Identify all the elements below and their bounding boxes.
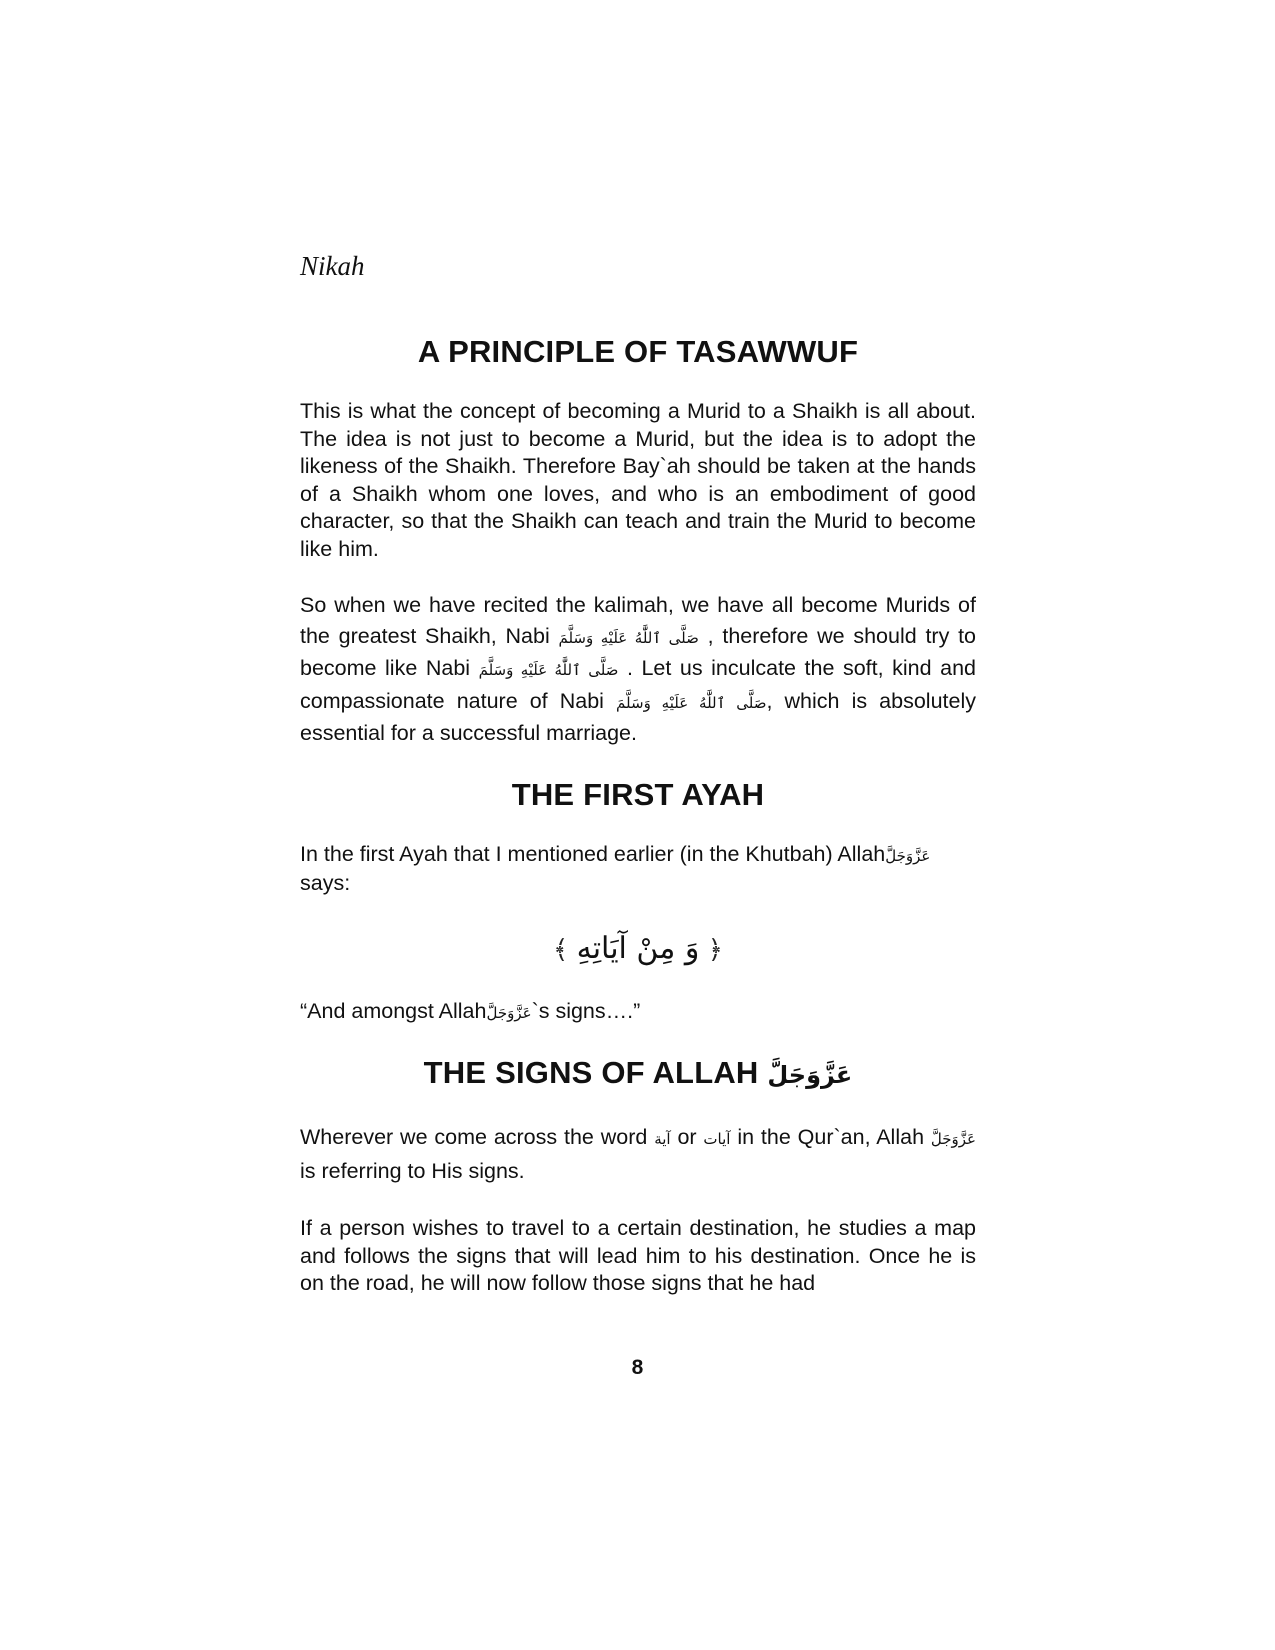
azza-wa-jal-arabic: عَزَّوَجَلَّ [486, 1003, 532, 1022]
azza-wa-jal-arabic: عَزَّوَجَلَّ [885, 846, 931, 865]
page-number: 8 [631, 1356, 644, 1379]
azza-wa-jal-arabic: عَزَّوَجَلَّ [930, 1130, 976, 1149]
ornate-bracket-close: ﴿ [707, 933, 723, 964]
text-segment: is referring to His signs. [300, 1159, 525, 1184]
text-segment: , which is absolutely essential for a successful marriage. [300, 688, 976, 746]
paragraph-ayah-word [300, 1121, 976, 1187]
paragraph-first-ayah [300, 841, 976, 898]
salawat-arabic: صَلَّى ٱللَّٰهُ عَلَيْهِ وَسَلَّمَ [558, 628, 699, 647]
running-header: Nikah [300, 251, 365, 281]
text-segment: `s signs….” [531, 998, 641, 1023]
text-segment: So when we have recited the kalimah, we have all become Murids of the greatest Shaikh, Nabi [300, 593, 976, 648]
ornate-bracket-open: ﴾ [553, 933, 569, 964]
azza-wa-jal-arabic: عَزَّوَجَلَّ [767, 1061, 853, 1090]
heading-first-ayah: THE FIRST AYAH [511, 776, 765, 812]
ayah-quote-arabic [300, 928, 976, 970]
ayah-translation [300, 998, 976, 1028]
ayaat-word-arabic: آيات [703, 1130, 731, 1149]
heading-signs-of-allah [300, 1055, 976, 1091]
text-segment: “And amongst Allah [300, 998, 487, 1023]
text-segment: In the first Ayah that I mentioned earlier (in the Khutbah) Allah [300, 841, 886, 866]
text-segment: , therefore we should try to become like Nabi [300, 623, 976, 681]
salawat-arabic: صَلَّى ٱللَّٰهُ عَلَيْهِ وَسَلَّمَ [616, 693, 767, 712]
text-segment: says: [300, 871, 351, 896]
text-segment: . Let us inculcate the soft, kind and compassionate nature of Nabi [300, 656, 976, 713]
heading-principle-of-tasawwuf: A PRINCIPLE OF TASAWWUF [417, 334, 859, 370]
salawat-arabic: صَلَّى ٱللَّٰهُ عَلَيْهِ وَسَلَّمَ [478, 661, 619, 680]
text-segment: Wherever we come across the word [300, 1125, 655, 1150]
page-content [300, 250, 976, 1298]
paragraph-murid-concept: This is what the concept of becoming a Murid to a Shaikh is all about. The idea is not just to become a Murid, but the idea is to adopt the likeness of the Shaikh. Therefore Bay`ah should be taken at the hands of a Shaikh whom one loves, and who is an embodiment of good character, so that the Shaikh can teach and train the Murid to become like him. [300, 399, 976, 561]
text-segment: or [670, 1125, 704, 1150]
heading-text: THE SIGNS OF ALLAH [423, 1055, 759, 1091]
paragraph-travel-map: If a person wishes to travel to a certain destination, he studies a map and follows the signs that will lead him to his destination. Once he is on the road, he will now follow those signs that he had [300, 1216, 976, 1296]
ayah-text: وَ مِنْ آيَاتِهِ [576, 930, 700, 966]
paragraph-kalimah [300, 590, 976, 749]
ayah-word-arabic: آية [654, 1130, 671, 1149]
text-segment: in the Qur`an, Allah [730, 1125, 931, 1150]
